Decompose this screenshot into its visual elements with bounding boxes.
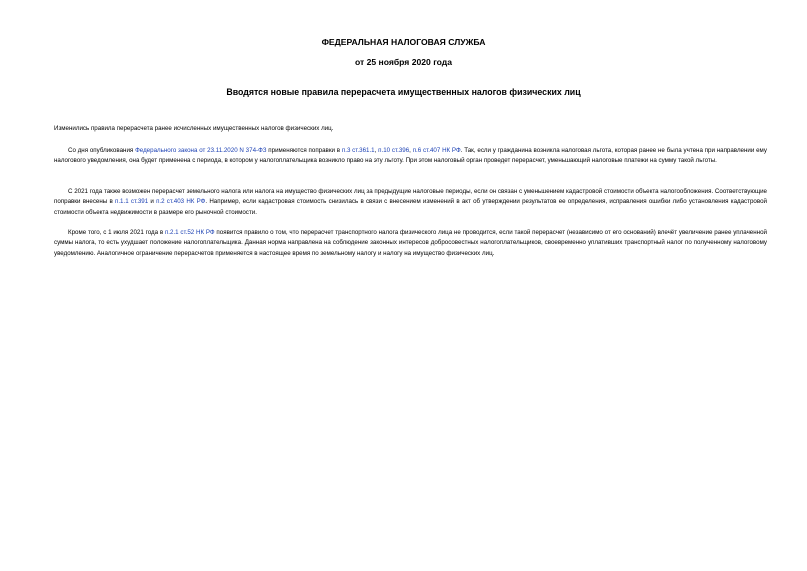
article-407-link[interactable]: п.6 ст.407 НК РФ xyxy=(412,147,461,154)
paragraph-text: , xyxy=(409,147,413,154)
paragraph-text: появится правило о том, что перерасчет транспортного налога физического лица не проводится, если такой перерасчет (независимо от его оснований) влечёт увеличение ранее уплаченной суммы налога, то есть ухудшает положение налогоплательщика. Данная норма направлена на соблюдение законных интересов добросовестных налогоплательщиков, своевременно уплативших транспортный налог по полученному налоговому уведомлению. Аналогичное ограничение перерасчетов применяется в настоящее время по земельному налогу и налогу на имущество физических лиц. xyxy=(54,229,767,257)
paragraph-intro: Изменились правила перерасчета ранее исчисленных имущественных налогов физических лиц. xyxy=(54,125,334,132)
paragraph-text: . Например, если кадастровая стоимость снизилась в связи с внесением изменений в акт об утверждении результатов ее определения, исправления ошибки либо установления кадастровой стоимости объекта недвижимости в размере его рыночной стоимости. xyxy=(54,198,767,216)
paragraph-text: Кроме того, с 1 июля 2021 года в xyxy=(68,229,165,236)
paragraph-text: и xyxy=(148,198,157,206)
paragraph-transport-tax xyxy=(54,228,767,259)
federal-law-link[interactable]: Федерального закона от 23.11.2020 N 374-ФЗ xyxy=(135,147,267,154)
document-title: Вводятся новые правила перерасчета имущественных налогов физических лиц xyxy=(226,87,581,97)
paragraph-text: , xyxy=(374,147,379,154)
article-52-link[interactable]: п.2.1 ст.52 НК РФ xyxy=(164,229,215,236)
agency-heading: ФЕДЕРАЛЬНАЯ НАЛОГОВАЯ СЛУЖБА xyxy=(321,37,486,47)
article-361-1-link[interactable]: п.3 ст.361.1 xyxy=(341,147,375,154)
paragraph-cadastral xyxy=(54,187,767,218)
article-403-link[interactable]: п.2 ст.403 НК РФ xyxy=(156,198,206,206)
paragraph-text: применяются поправки в xyxy=(266,147,342,154)
paragraph-text: Со дня опубликования xyxy=(68,147,136,154)
paragraph-text: С 2021 года также возможен перерасчет земельного налога или налога на имущество физических лиц за предыдущие налоговые периоды, если он связан с уменьшением кадастровой стоимости объекта налогообложения. Соответствующие поправки внесены в xyxy=(54,188,767,206)
article-391-link[interactable]: п.1.1 ст.391 xyxy=(114,198,149,206)
article-396-link[interactable]: п.10 ст.396 xyxy=(378,147,410,154)
paragraph-text: . Так, если у гражданина возникла налоговая льгота, которая ранее не была учтена при направлении ему налогового уведомления, она будет применена с периода, в котором у налогоплательщика возникло право на эту льготу. При этом налоговый орган проведет перерасчет, уменьшающий налоговые платежи на сумму такой льготы. xyxy=(54,147,767,165)
document-date: от 25 ноября 2020 года xyxy=(354,57,453,67)
paragraph-tax-benefit xyxy=(54,146,767,167)
